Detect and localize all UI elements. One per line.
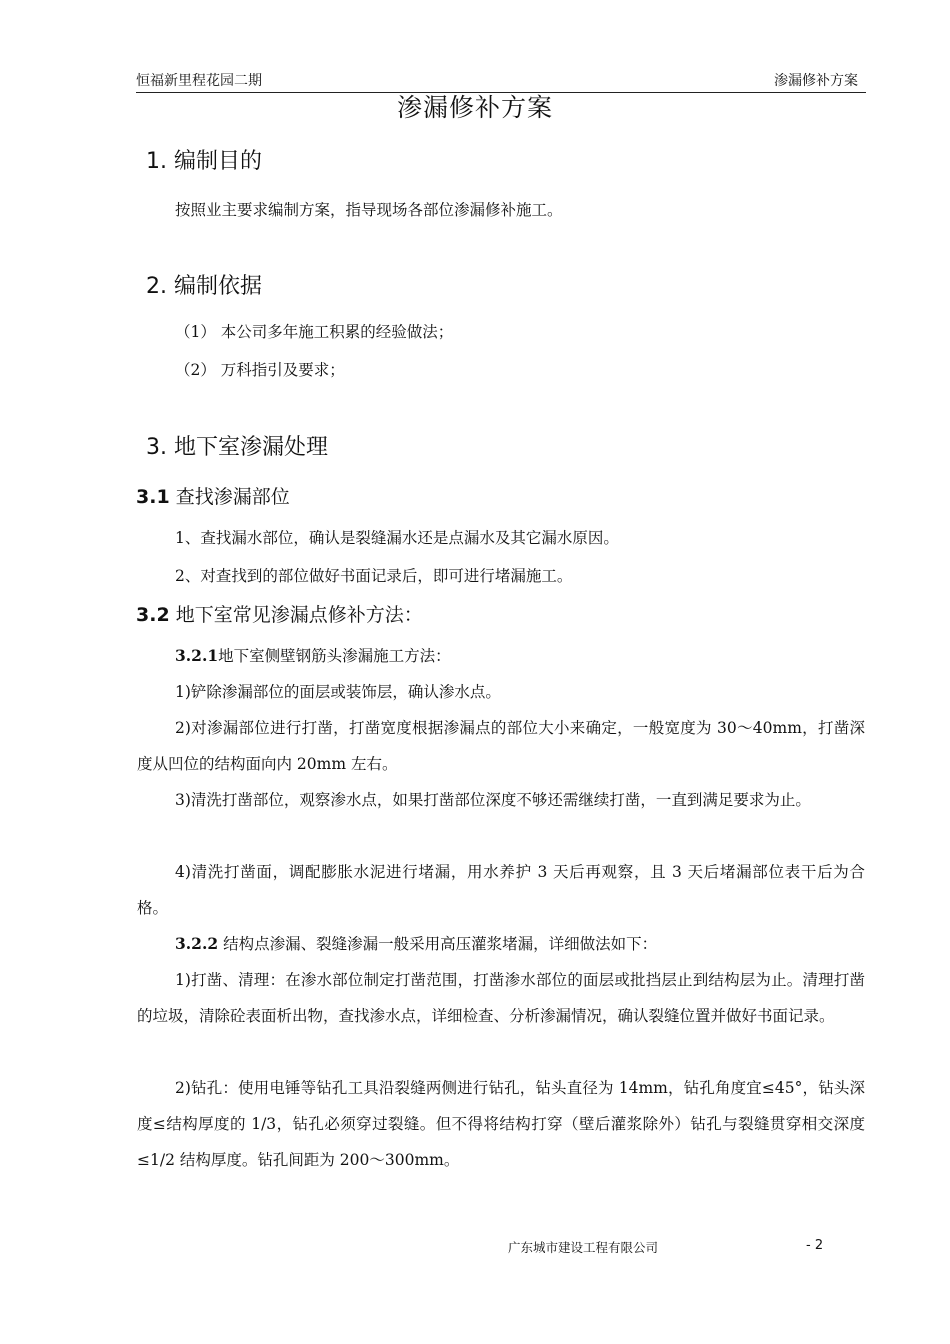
section-1-body: 按照业主要求编制方案，指导现场各部位渗漏修补施工。 [175, 201, 563, 219]
header-project-name: 恒福新里程花园二期 [136, 73, 262, 89]
section-3-2-1-step-4: 4)清洗打凿面，调配膨胀水泥进行堵漏，用水养护 3 天后再观察，且 3 天后堵漏部位表干后为合格。 [137, 863, 865, 917]
document-title: 渗漏修补方案 [396, 93, 553, 122]
section-3-heading: 3. 地下室渗漏处理 [146, 435, 328, 460]
section-3-2-2-heading [137, 926, 865, 962]
section-3-2-1-heading [137, 638, 865, 674]
section-3-2-1-number: 3.2.1 [175, 646, 219, 665]
section-3-1-item-1: 1、查找漏水部位，确认是裂缝漏水还是点漏水及其它漏水原因。 [175, 529, 619, 547]
section-3-2-1-step-2: 2)对渗漏部位进行打凿，打凿宽度根据渗漏点的部位大小来确定，一般宽度为 30～40mm，打凿深度从凹位的结构面向内 20mm 左右。 [137, 719, 865, 773]
page-number: - 2 [806, 1238, 824, 1253]
section-3-2-heading [136, 600, 423, 627]
section-3-2-1-step-3: 3)清洗打凿部位，观察渗水点，如果打凿部位深度不够还需继续打凿，一直到满足要求为止。 [175, 791, 811, 809]
section-3-2-2-step-2: 2)钻孔：使用电锤等钻孔工具沿裂缝两侧进行钻孔，钻头直径为 14mm，钻孔角度宜≤45°，钻头深度≤结构厚度的 1/3，钻孔必须穿过裂缝。但不得将结构打穿（壁后灌浆除外）钻孔与裂缝贯穿相交深度≤1/2 结构厚度。钻孔间距为 200～300mm。 [137, 1079, 865, 1169]
section-3-2-2-title: 结构点渗漏、裂缝渗漏一般采用高压灌浆堵漏，详细做法如下： [218, 935, 658, 953]
footer-company: 广东城市建设工程有限公司 [508, 1240, 659, 1255]
section-3-2-1-step-1: 1)铲除渗漏部位的面层或装饰层，确认渗水点。 [175, 683, 501, 701]
section-2-item-1: （1） 本公司多年施工积累的经验做法； [175, 323, 454, 341]
section-2-heading: 2. 编制依据 [146, 274, 262, 299]
section-3-2-title: 地下室常见渗漏点修补方法： [175, 604, 423, 626]
section-3-2-2-step-1: 1)打凿、清理：在渗水部位制定打凿范围，打凿渗水部位的面层或批挡层止到结构层为止。清理打凿的垃圾，清除砼表面析出物，查找渗水点，详细检查、分析渗漏情况，确认裂缝位置并做好书面记录。 [137, 971, 865, 1025]
section-3-1-title: 查找渗漏部位 [175, 486, 290, 508]
header-document-name: 渗漏修补方案 [774, 73, 858, 89]
section-3-2-2-number: 3.2.2 [175, 934, 219, 953]
section-3-2-number: 3.2 [136, 604, 170, 626]
section-2-item-2: （2） 万科指引及要求； [175, 361, 345, 379]
section-3-1-number: 3.1 [136, 486, 170, 508]
section-3-1-item-2: 2、对查找到的部位做好书面记录后，即可进行堵漏施工。 [175, 567, 573, 585]
section-3-2-1-title: 地下室侧壁钢筋头渗漏施工方法： [218, 647, 451, 665]
section-3-1-heading [136, 482, 290, 509]
section-1-heading: 1. 编制目的 [146, 149, 262, 174]
